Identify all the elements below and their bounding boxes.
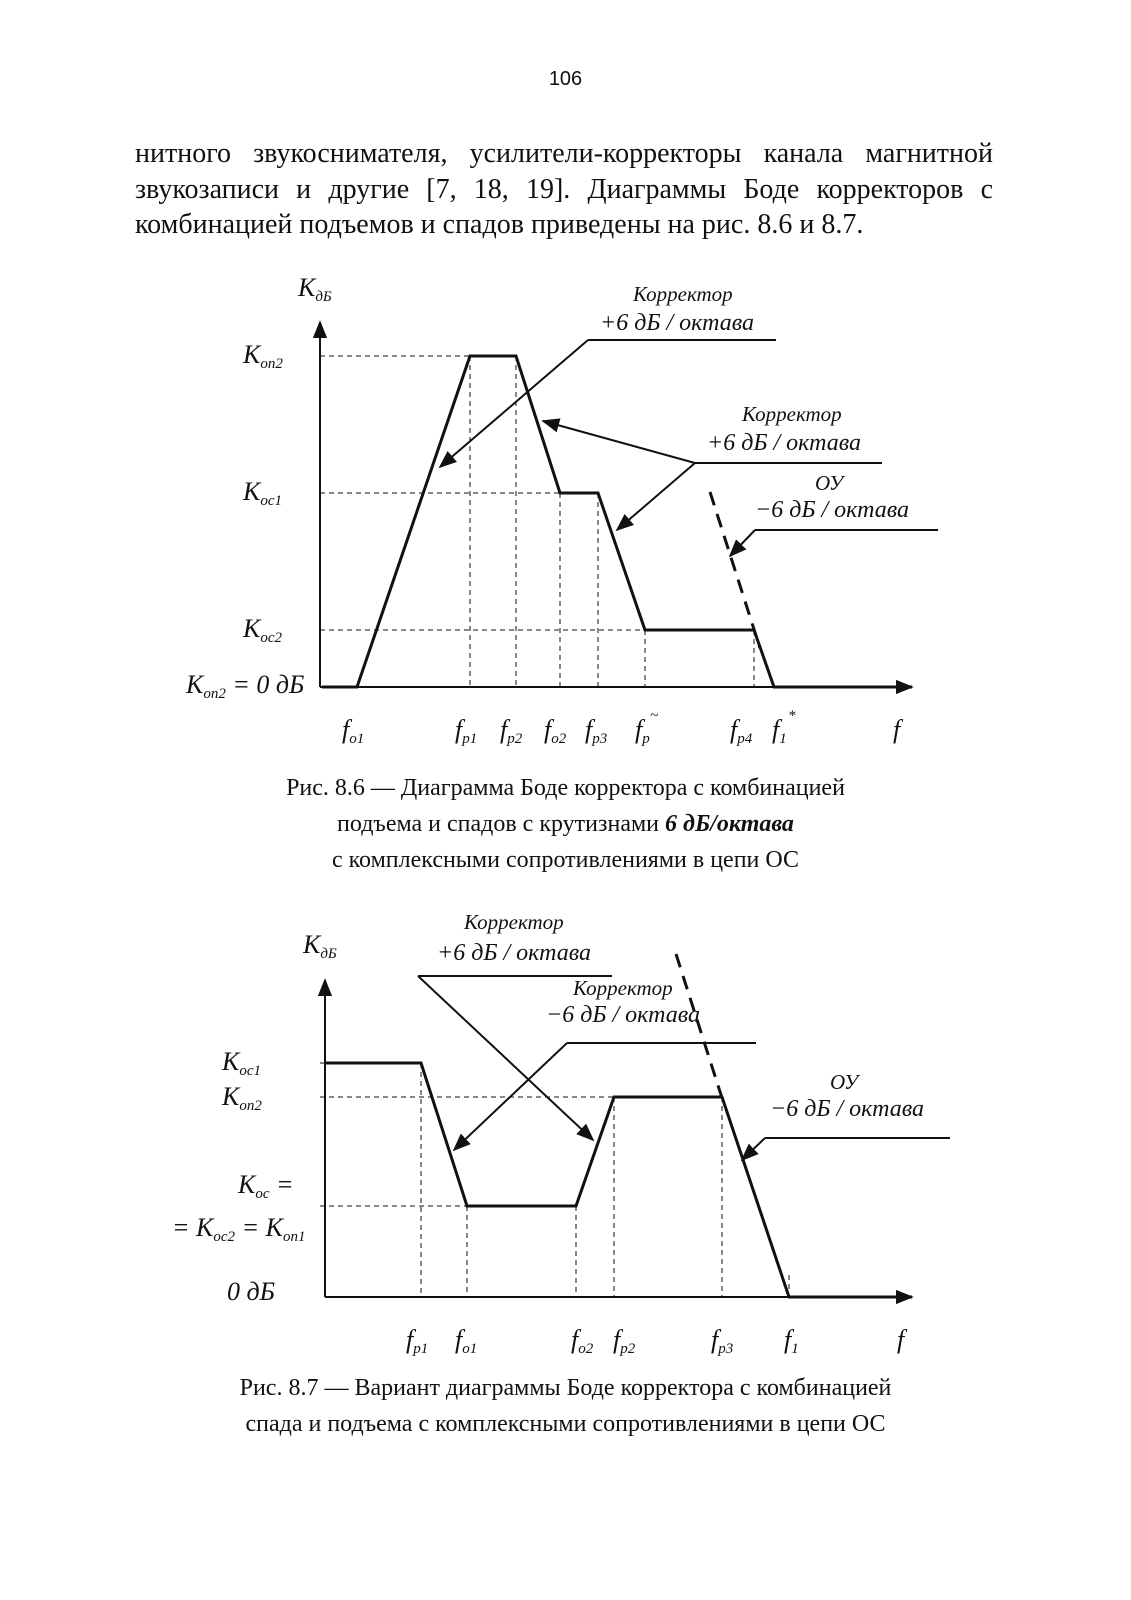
body-line: нитного звукоснимателя, усилители-корректоры канала магнитной <box>135 138 993 169</box>
level-label-koc1: Kос1 <box>243 477 283 509</box>
freq-label: fр1 <box>406 1325 429 1357</box>
caption-line: Рис. 8.6 — Диаграмма Боде корректора с комбинацией <box>286 775 845 801</box>
annotation-title: Корректор <box>573 976 673 1000</box>
guide-lines <box>320 356 754 687</box>
figure-8-6-caption <box>0 770 1131 878</box>
level-label-koc: Kос = <box>238 1170 294 1202</box>
caption-line: Рис. 8.7 — Вариант диаграммы Боде корректора с комбинацией <box>239 1375 892 1401</box>
level-label-zero: 0 дБ <box>227 1277 275 1306</box>
opamp-response-line <box>710 492 760 648</box>
level-label-kop2: Kоп2 <box>222 1082 262 1114</box>
freq-label-sup: ~ <box>650 708 659 724</box>
freq-label: f1 <box>784 1325 799 1357</box>
y-axis-label: KдБ <box>303 930 337 962</box>
level-label-koc1: Kос1 <box>222 1047 262 1079</box>
caption-line: с комплексными сопротивлениями в цепи ОС <box>331 847 800 873</box>
freq-label: fо1 <box>455 1325 478 1357</box>
annotation-title: ОУ <box>830 1070 859 1094</box>
x-axis-label: f <box>897 1325 905 1354</box>
caption-emphasis: 6 дБ/октава <box>665 811 794 837</box>
level-label-koc2-kop1: = Kос2 = Kоп1 <box>172 1213 306 1245</box>
freq-label-sup: * <box>788 708 796 724</box>
freq-label: fр1 <box>455 715 478 747</box>
figure-8-7-bode-diagram <box>0 880 1131 1600</box>
y-axis-label: KдБ <box>298 273 332 305</box>
freq-label: fо2 <box>571 1325 594 1357</box>
freq-label: fо2 <box>544 715 567 747</box>
freq-label: fр3 <box>585 715 608 747</box>
level-label-koc2: Kос2 <box>243 614 283 646</box>
body-line: звукозаписи и другие [7, 18, 19]. Диаграммы Боде корректоров с <box>135 173 993 205</box>
annotation-title: Корректор <box>464 910 564 934</box>
figure-8-7-caption <box>0 1370 1131 1442</box>
body-line: комбинацией подъемов и спадов приведены на рис. 8.6 и 8.7. <box>135 209 864 240</box>
freq-label: fр4 <box>730 715 753 747</box>
caption-line <box>0 806 1131 842</box>
freq-label: fр2 <box>500 715 523 747</box>
freq-label: fр2 <box>613 1325 636 1357</box>
level-label-zero: Kоп2 = 0 дБ <box>186 670 305 702</box>
page-number: 106 <box>548 68 583 90</box>
freq-label: f1 <box>772 715 787 747</box>
level-label-kop2: Kоп2 <box>243 340 283 372</box>
freq-label: fр <box>635 715 650 747</box>
annotation-slope: −6 дБ / октава <box>546 1002 700 1028</box>
annotation-title: ОУ <box>815 471 844 495</box>
annotation-slope: +6 дБ / октава <box>707 430 861 456</box>
caption-text: подъема и спадов с крутизнами <box>337 811 666 837</box>
annotation-slope: +6 дБ / октава <box>437 940 591 966</box>
annotation-leaders <box>440 340 938 556</box>
freq-label: fо1 <box>342 715 365 747</box>
annotation-slope: +6 дБ / октава <box>600 310 754 336</box>
annotation-slope: −6 дБ / октава <box>755 497 909 523</box>
caption-line: спада и подъема с комплексными сопротивлениями в цепи ОС <box>245 1411 886 1437</box>
annotation-slope: −6 дБ / октава <box>770 1096 924 1122</box>
freq-label: fр3 <box>711 1325 734 1357</box>
x-axis-label: f <box>893 715 901 744</box>
annotation-title: Корректор <box>633 282 733 306</box>
annotation-title: Корректор <box>742 402 842 426</box>
